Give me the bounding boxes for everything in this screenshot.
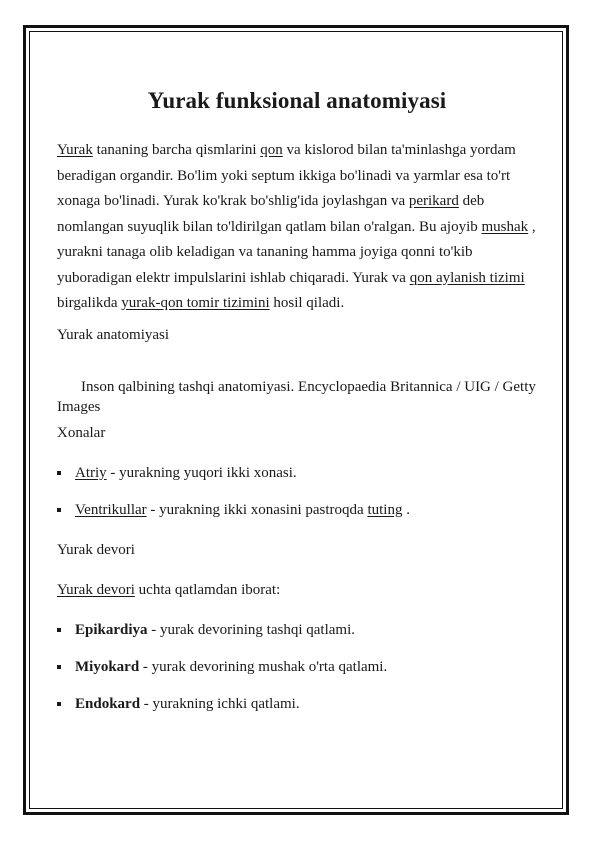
- list-item: [57, 620, 537, 640]
- intro-text-3: deb nomlangan suyuqlik bilan to'ldirilgan qatlam bilan o'ralgan. Bu ajoyib: [57, 193, 485, 235]
- document-page: [57, 88, 537, 714]
- list-item: [57, 657, 537, 677]
- intro-text-6: hosil qiladi.: [269, 295, 345, 311]
- page-title: Yurak funksional anatomiyasi: [147, 88, 447, 113]
- chambers-list: [57, 463, 537, 520]
- wall-intro: [57, 580, 537, 600]
- layers-list: [57, 620, 537, 714]
- section-heading-anatomy: Yurak anatomiyasi: [57, 326, 170, 343]
- link-qon-aylanish-tizimi[interactable]: qon aylanish tizimi: [409, 269, 525, 286]
- intro-text-2: va kislorod bilan ta'minlashga yordam beradigan organdir. Bo'lim yoki septum ikkiga bo'linadi va yarmlar esa to'rt xonaga bo'linadi. Yurak ko'krak bo'shlig'ida joylashgan va: [57, 142, 516, 209]
- link-qon[interactable]: qon: [260, 142, 283, 158]
- intro-paragraph: [57, 138, 537, 317]
- chamber-text: - yurakning yuqori ikki xonasi.: [106, 464, 297, 481]
- section-heading-chambers: Xonalar: [57, 424, 106, 441]
- chamber-text-end: .: [402, 501, 410, 518]
- intro-text-4: , yurakni tanaga olib keladigan va tananing hamma joyiga qonni to'kib yuboradigan elektr impulslarini ishlab chiqaradi. Yurak va: [57, 218, 536, 286]
- bullet-icon: [57, 702, 61, 706]
- link-atriy[interactable]: Atriy: [75, 464, 107, 481]
- link-ventrikullar[interactable]: Ventrikullar: [75, 501, 147, 518]
- link-yurak[interactable]: Yurak: [57, 142, 93, 158]
- link-yurak-qon-tomir-tizimi[interactable]: yurak-qon tomir tizimini: [121, 295, 270, 311]
- intro-text-5: birgalikda: [57, 295, 122, 311]
- layer-text: - yurak devorining mushak o'rta qatlami.: [139, 658, 388, 675]
- section-heading-wall: Yurak devori: [57, 541, 135, 558]
- list-item: [57, 463, 537, 483]
- layer-term: Epikardiya: [75, 621, 148, 638]
- bullet-icon: [57, 471, 61, 475]
- bullet-icon: [57, 628, 61, 632]
- bullet-icon: [57, 665, 61, 669]
- link-tuting[interactable]: tuting: [367, 501, 403, 518]
- chamber-text: - yurakning ikki xonasini pastroqda: [146, 501, 368, 518]
- link-perikard[interactable]: perikard: [408, 193, 459, 209]
- layer-term: Endokard: [75, 695, 141, 712]
- wall-intro-text: uchta qatlamdan iborat:: [134, 581, 281, 598]
- list-item: [57, 694, 537, 714]
- link-mushak[interactable]: mushak: [481, 218, 529, 235]
- layer-term: Miyokard: [75, 658, 140, 675]
- layer-text: - yurak devorining tashqi qatlami.: [147, 621, 355, 638]
- bullet-icon: [57, 508, 61, 512]
- layer-text: - yurakning ichki qatlami.: [140, 695, 300, 712]
- intro-text-1: tananing barcha qismlarini: [92, 142, 261, 158]
- link-yurak-devori[interactable]: Yurak devori: [57, 581, 135, 598]
- list-item: [57, 500, 537, 520]
- image-caption: Inson qalbining tashqi anatomiyasi. Encyclopaedia Britannica / UIG / Getty Images: [57, 378, 536, 415]
